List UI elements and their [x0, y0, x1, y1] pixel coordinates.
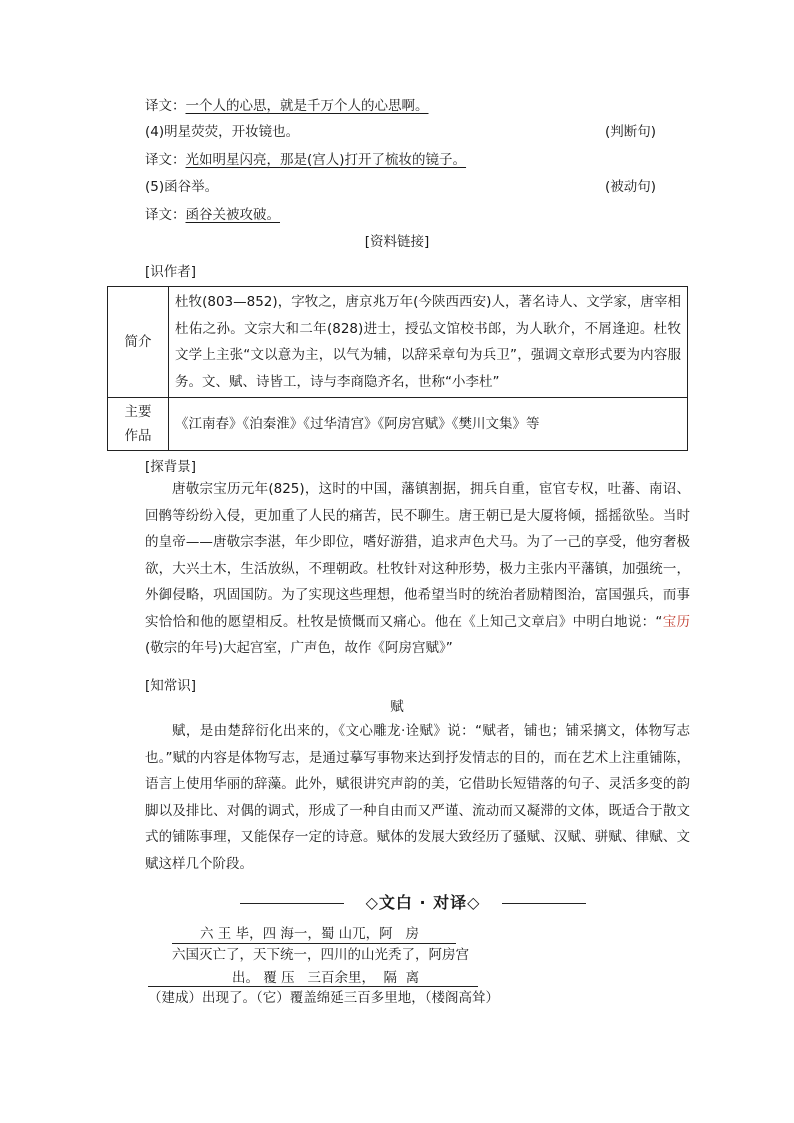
- diamond-icon: ◇: [467, 893, 481, 912]
- sentence-5: (5)函谷举。: [145, 179, 219, 195]
- gloss-divider: [148, 986, 478, 987]
- banner-rule-right: [502, 903, 586, 904]
- translation-label: 译文：: [145, 98, 186, 114]
- author-heading: [识作者]: [145, 264, 197, 280]
- works-label: 主要 作品: [108, 398, 169, 451]
- translation-line-1: [145, 96, 429, 116]
- original-text-line-2: 出。 覆 压 三百余里， 隔 离: [232, 970, 420, 986]
- translation-line-3: [145, 205, 280, 225]
- sentence-4: (4)明星荧荧，开妆镜也。: [145, 124, 300, 140]
- highlight-text: 宝历: [662, 613, 690, 630]
- knowledge-title: 赋: [390, 699, 404, 715]
- background-paragraph: 唐敬宗宝历元年(825)，这时的中国，藩镇割据，拥兵自重，宦官专权，吐蕃、南诏、回鹘等纷纷入侵，更加重了人民的痛苦，民不聊生。唐王朝已是大厦将倾，摇摇欲坠。当时的皇帝——唐敬宗李湛，年少即位，嗜好游猎，追求声色犬马。为了一己的享受，他穷奢极欲，大兴土木，生活放纵，不理朝政。杜牧针对这种形势，极力主张内平藩镇，加强统一，外御侵略，巩固国防。为了实现这些理想，他希望当时的统治者励精图治，富国强兵，而事实恰恰和他的愿望相反。杜牧是愤慨而又痛心。他在《上知己文章启》中明白地说：“宝历(敬宗的年号)大起宫室，广声色，故作《阿房宫赋》”: [145, 481, 690, 656]
- translated-text-line-1: 六国灭亡了，天下统一，四川的山光秃了，阿房宫: [172, 947, 469, 963]
- table-row: [108, 287, 688, 398]
- gloss-divider: [172, 943, 456, 944]
- translation-label: 译文：: [145, 207, 186, 223]
- banner-rule-left: [240, 903, 344, 904]
- translated-text-line-2: （建成）出现了。（它）覆盖绵延三百多里地，（楼阁高耸）: [148, 990, 499, 1006]
- works-text: 《江南春》《泊秦淮》《过华清宫》《阿房宫赋》《樊川文集》等: [169, 398, 688, 451]
- table-row: [108, 398, 688, 451]
- resource-link-heading: [资料链接]: [364, 234, 430, 250]
- translation-line-2: [145, 150, 466, 170]
- section-banner: [240, 892, 586, 914]
- translation-answer: 函谷关被攻破。: [185, 207, 280, 223]
- sentence-type-tag: (判断句): [604, 124, 656, 140]
- translation-answer: 光如明星闪亮，那是(宫人)打开了梳妆的镜子。: [185, 152, 467, 168]
- original-text-line-1: 六 王 毕，四 海一，蜀 山兀，阿 房: [200, 926, 420, 942]
- banner-title: ◇文白 · 对译◇: [365, 893, 481, 912]
- intro-label: 简介: [108, 287, 169, 398]
- diamond-icon: ◇: [365, 893, 379, 912]
- intro-text: 杜牧(803—852)，字牧之，唐京兆万年(今陕西西安)人，著名诗人、文学家，唐宰相杜佑之孙。文宗大和二年(828)进士，授弘文馆校书郎，为人耿介，不屑逢迎。杜牧文学上主张“文以意为主，以气为辅，以辞采章句为兵卫”，强调文章形式要为内容服务。文、赋、诗皆工，诗与李商隐齐名，世称“小李杜”: [169, 287, 688, 398]
- sentence-type-tag: (被动句): [604, 179, 656, 195]
- translation-label: 译文：: [145, 152, 186, 168]
- author-table: [107, 286, 688, 451]
- knowledge-paragraph: 赋，是由楚辞衍化出来的，《文心雕龙·诠赋》说：“赋者，铺也；铺采摛文，体物写志也。”赋的内容是体物写志，是通过摹写事物来达到抒发情志的目的，而在艺术上注重铺陈，语言上使用华丽的辞藻。此外，赋很讲究声韵的美，它借助长短错落的句子、灵活多变的韵脚以及排比、对偶的调式，形成了一种自由而又严谨、流动而又凝滞的文体，既适合于散文式的铺陈事理，又能保存一定的诗意。赋体的发展大致经历了骚赋、汉赋、骈赋、律赋、文赋这样几个阶段。: [145, 723, 690, 872]
- translation-answer: 一个人的心思，就是千万个人的心思啊。: [185, 98, 429, 114]
- knowledge-heading: [知常识]: [145, 678, 197, 694]
- background-heading: [探背景]: [145, 459, 197, 475]
